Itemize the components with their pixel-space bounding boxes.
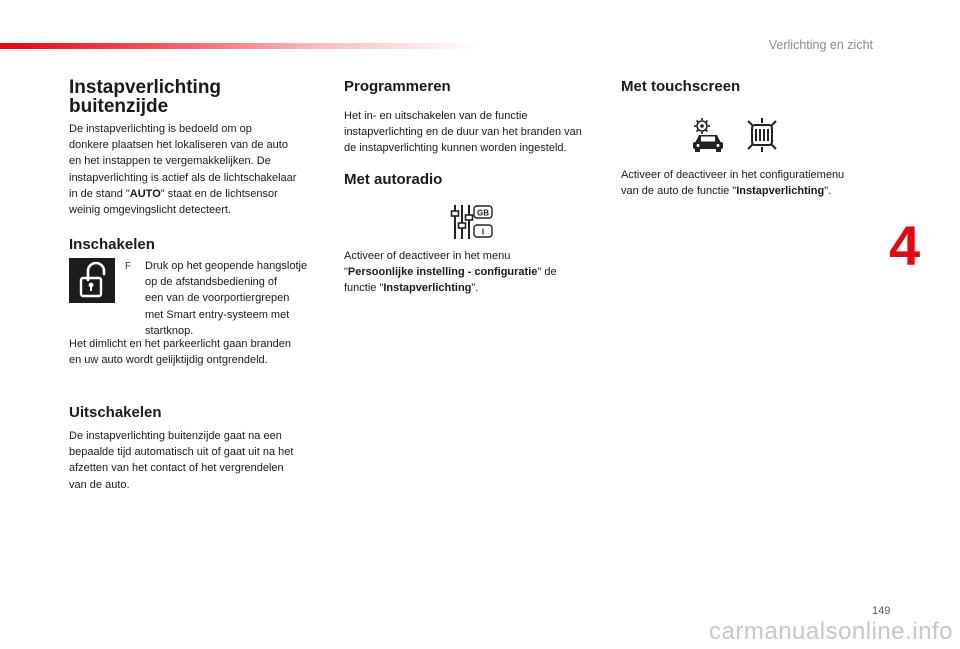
touchscreen-heading: Met touchscreen [621,78,741,95]
text-line: de instapverlichting kunnen worden ingesteld. [344,142,567,155]
page-title-line1: Instapverlichting [69,77,222,98]
intro-line [69,186,329,202]
text-fragment: in de stand " [69,187,130,200]
car-settings-icon [689,117,727,158]
intro-line: donkere plaatsen het lokaliseren van de auto [69,139,288,152]
inschakelen-heading: Inschakelen [69,236,155,253]
open-padlock-icon [69,258,115,303]
bullet-line: op de afstandsbediening of [145,276,278,289]
text-fragment: functie " [344,282,384,295]
text-line: en uw auto wordt gelijktijdig ontgrendeld. [69,354,268,367]
touchscreen-paragraph [621,167,883,199]
text-line: Het dimlicht en het parkeerlicht gaan branden [69,338,291,350]
text-line [344,280,606,296]
text-line: afzetten van het contact of het vergrendelen [69,462,284,475]
badge-i: I [481,227,485,237]
page-title-line2: buitenzijde [69,96,169,117]
autoradio-paragraph [344,248,606,297]
bullet-text [145,258,325,339]
function-name: Instapverlichting [736,185,825,198]
menu-name: Persoonlijke instelling - configuratie [347,266,538,279]
text-line [344,264,606,280]
page-title [69,78,221,116]
text-line: De instapverlichting buitenzijde gaat na een [69,430,282,442]
section-title: Verlichting en zicht [768,38,873,52]
after-bullet-paragraph [69,336,329,368]
lights-icon-svg [744,117,780,153]
header-accent-bar [0,43,480,49]
text-line: bepaalde tijd automatisch uit of gaat uit na het [69,446,294,459]
bullet-line: startknop. [145,324,194,337]
uitschakelen-heading: Uitschakelen [69,404,162,421]
text-fragment: " [344,266,348,279]
intro-line: De instapverlichting is bedoeld om op [69,123,252,135]
watermark: carmanualsonline.info [709,618,953,645]
text-fragment: van de auto de functie " [621,185,737,198]
text-line: Het in- en uitschakelen van de functie [344,110,528,122]
open-padlock-icon-svg [69,258,115,303]
programmeren-paragraph [344,108,606,157]
text-line: instapverlichting en de duur van het branden van [344,126,582,139]
bullet-marker: F [125,261,132,272]
programmeren-heading: Programmeren [344,78,451,95]
text-fragment: ". [471,282,479,295]
text-line [621,183,883,199]
car-settings-icon-svg [689,117,727,153]
lights-icon [744,117,780,158]
text-fragment: ". [824,185,832,198]
uitschakelen-paragraph [69,428,329,493]
intro-line: instapverlichting is actief als de lichtschakelaar [69,171,297,184]
bullet-line: Druk op het geopende hangslotje [145,260,308,272]
settings-sliders-icon-svg [449,203,495,241]
function-name: Instapverlichting [383,282,472,295]
text-line: van de auto. [69,478,130,491]
badge-gb: GB [477,208,489,218]
intro-line: en het instappen te vergemakkelijken. De [69,155,271,168]
settings-sliders-icon [449,203,495,246]
autoradio-heading: Met autoradio [344,171,443,188]
bullet-line: een van de voorportiergrepen [145,292,290,305]
intro-paragraph [69,121,329,218]
text-line: Activeer of deactiveer in het configuratiemenu [621,169,845,181]
bullet-line: met Smart entry-systeem met [145,308,290,321]
page-number: 149 [872,605,891,617]
auto-label: AUTO [129,187,161,200]
text-line: Activeer of deactiveer in het menu [344,250,511,262]
chapter-number: 4 [889,214,921,277]
text-fragment: " staat en de lichtsensor [160,187,278,200]
text-fragment: " de [537,266,557,279]
intro-line: weinig omgevingslicht detecteert. [69,204,232,217]
